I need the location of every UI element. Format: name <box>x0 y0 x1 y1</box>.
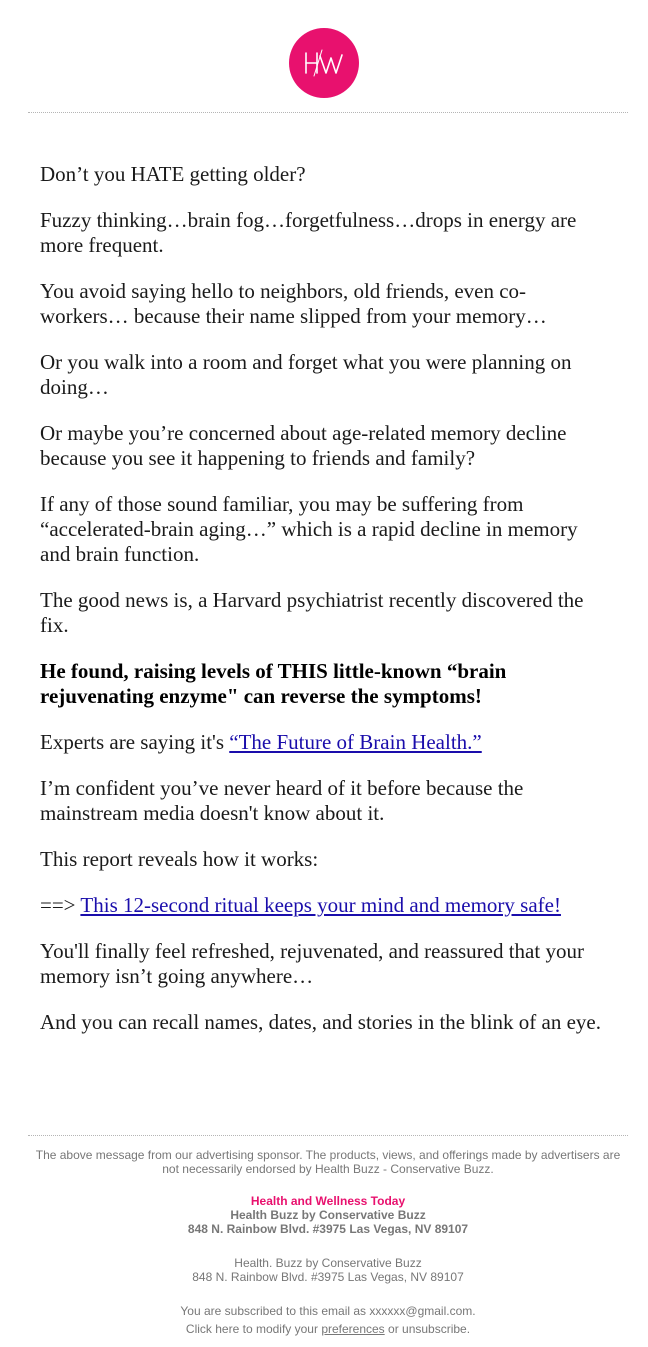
future-of-brain-health-link[interactable]: “The Future of Brain Health.” <box>229 730 482 754</box>
paragraph: I’m confident you’ve never heard of it before because the mainstream media doesn't know about it. <box>40 776 524 825</box>
paragraph: The good news is, a Harvard psychiatrist recently discovered the fix. <box>40 588 584 637</box>
brand-name: Health and Wellness Today <box>250 1194 406 1208</box>
hw-logo-icon <box>300 47 348 79</box>
paragraph-text: Experts are saying it's <box>40 730 230 754</box>
company-block <box>28 1256 628 1284</box>
paragraph: Or you walk into a room and forget what you were planning on doing… <box>40 350 572 399</box>
paragraph: You avoid saying hello to neighbors, old friends, even co-workers… because their name slipped from your memory… <box>40 279 547 328</box>
ritual-cta-link[interactable]: This 12-second ritual keeps your mind and memory safe! <box>80 893 561 917</box>
paragraph-with-link <box>40 893 612 918</box>
top-divider <box>28 112 628 113</box>
company-name: Health. Buzz by Conservative Buzz <box>234 1256 422 1270</box>
paragraph: And you can recall names, dates, and stories in the blink of an eye. <box>40 1010 601 1034</box>
bottom-divider <box>28 1135 628 1136</box>
subscription-block <box>28 1304 628 1336</box>
brand-company: Health Buzz by Conservative Buzz <box>230 1208 426 1222</box>
advertiser-disclaimer: The above message from our advertising sponsor. The products, views, and offerings made by advertisers are not necessarily endorsed by Health Buzz - Conservative Buzz. <box>35 1148 621 1176</box>
paragraph: Don’t you HATE getting older? <box>40 162 306 186</box>
arrow-prefix: ==> <box>40 893 81 917</box>
paragraph-with-link <box>40 730 612 755</box>
brand-address: 848 N. Rainbow Blvd. #3975 Las Vegas, NV 89107 <box>187 1222 469 1236</box>
paragraph: This report reveals how it works: <box>40 847 319 871</box>
company-address: 848 N. Rainbow Blvd. #3975 Las Vegas, NV 89107 <box>192 1270 464 1284</box>
modify-preferences-line <box>28 1322 628 1336</box>
paragraph: Fuzzy thinking…brain fog…forgetfulness…drops in energy are more frequent. <box>40 208 577 257</box>
email-footer <box>28 1148 628 1336</box>
paragraph: If any of those sound familiar, you may be suffering from “accelerated-brain aging…” which is a rapid decline in memory and brain function. <box>40 492 578 566</box>
paragraph: You'll finally feel refreshed, rejuvenated, and reassured that your memory isn’t going anywhere… <box>40 939 584 988</box>
modify-prefix: Click here to modify your <box>185 1322 322 1336</box>
unsubscribe-text: or unsubscribe. <box>384 1322 471 1336</box>
brand-logo <box>289 28 359 98</box>
preferences-link[interactable]: preferences <box>321 1322 385 1336</box>
paragraph: Or maybe you’re concerned about age-related memory decline because you see it happening to friends and family? <box>40 421 567 470</box>
brand-block <box>28 1194 628 1236</box>
bold-headline: He found, raising levels of THIS little-known “brain rejuvenating enzyme" can reverse the symptoms! <box>40 659 507 708</box>
email-body <box>40 162 612 1056</box>
subscribed-text: You are subscribed to this email as xxxxxx@gmail.com. <box>180 1304 476 1318</box>
logo-container <box>0 28 648 98</box>
